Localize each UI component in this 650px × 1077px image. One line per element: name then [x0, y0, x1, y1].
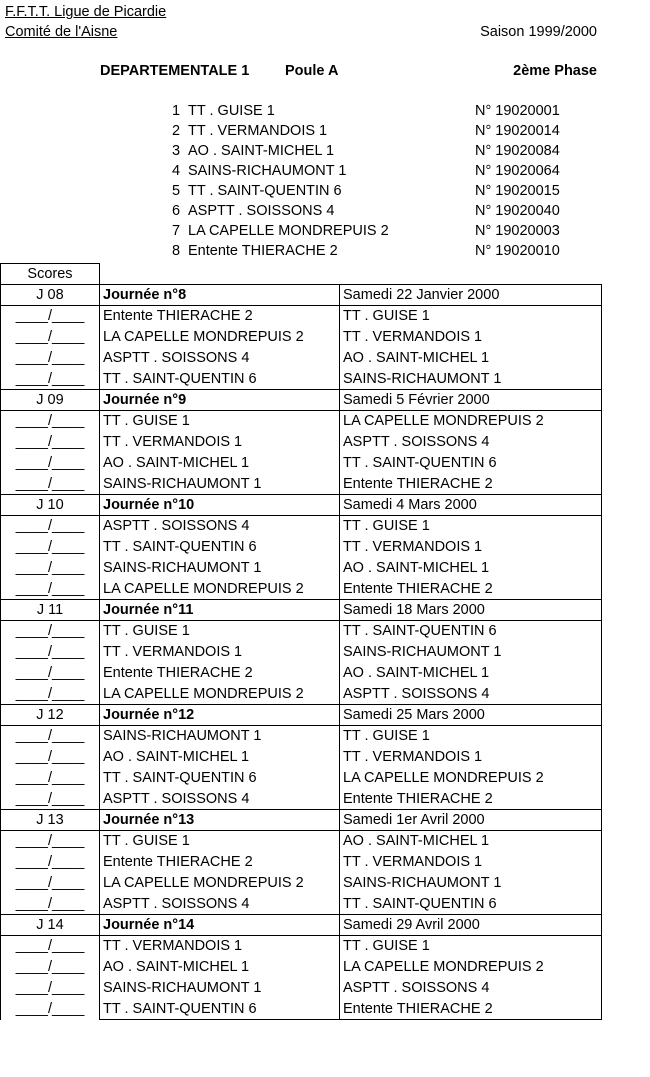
round-header-row	[1, 390, 602, 411]
round-code: J 10	[1, 495, 100, 516]
team-id: N° 19020040	[475, 203, 560, 219]
team-num: 6	[172, 203, 181, 219]
team-num: 3	[172, 143, 181, 159]
team-row	[172, 202, 612, 222]
home-team: TT . VERMANDOIS 1	[100, 642, 340, 663]
home-team: LA CAPELLE MONDREPUIS 2	[100, 873, 340, 894]
team-name: TT . GUISE 1	[188, 103, 275, 119]
match-row	[1, 432, 602, 453]
round-title: Journée n°13	[100, 810, 340, 831]
away-team: ASPTT . SOISSONS 4	[340, 978, 602, 999]
team-id: N° 19020003	[475, 223, 560, 239]
match-row	[1, 348, 602, 369]
home-team: AO . SAINT-MICHEL 1	[100, 453, 340, 474]
home-team: ASPTT . SOISSONS 4	[100, 348, 340, 369]
round-date: Samedi 1er Avril 2000	[340, 810, 602, 831]
home-team: TT . SAINT-QUENTIN 6	[100, 369, 340, 390]
round-header-row	[1, 810, 602, 831]
team-name: LA CAPELLE MONDREPUIS 2	[188, 223, 389, 239]
away-team: TT . SAINT-QUENTIN 6	[340, 621, 602, 642]
match-row	[1, 789, 602, 810]
away-team: TT . GUISE 1	[340, 516, 602, 537]
team-row	[172, 162, 612, 182]
round-title: Journée n°8	[100, 285, 340, 306]
away-team: LA CAPELLE MONDREPUIS 2	[340, 768, 602, 789]
round-title: Journée n°10	[100, 495, 340, 516]
home-team: AO . SAINT-MICHEL 1	[100, 957, 340, 978]
round-date: Samedi 4 Mars 2000	[340, 495, 602, 516]
home-team: SAINS-RICHAUMONT 1	[100, 474, 340, 495]
score-field[interactable]: ____/____	[1, 369, 100, 390]
score-field[interactable]: ____/____	[1, 432, 100, 453]
team-id: N° 19020084	[475, 143, 560, 159]
match-row	[1, 684, 602, 705]
home-team: TT . VERMANDOIS 1	[100, 936, 340, 957]
match-row	[1, 768, 602, 789]
score-field[interactable]: ____/____	[1, 894, 100, 915]
team-num: 4	[172, 163, 181, 179]
score-field[interactable]: ____/____	[1, 999, 100, 1020]
away-team: Entente THIERACHE 2	[340, 999, 602, 1020]
score-field[interactable]: ____/____	[1, 852, 100, 873]
team-id: N° 19020014	[475, 123, 560, 139]
team-name: AO . SAINT-MICHEL 1	[188, 143, 335, 159]
home-team: Entente THIERACHE 2	[100, 663, 340, 684]
match-row	[1, 306, 602, 327]
team-name: ASPTT . SOISSONS 4	[188, 203, 335, 219]
away-team: SAINS-RICHAUMONT 1	[340, 873, 602, 894]
score-field[interactable]: ____/____	[1, 537, 100, 558]
round-code: J 12	[1, 705, 100, 726]
away-team: TT . VERMANDOIS 1	[340, 327, 602, 348]
match-row	[1, 999, 602, 1020]
team-name: SAINS-RICHAUMONT 1	[188, 163, 347, 179]
away-team: SAINS-RICHAUMONT 1	[340, 369, 602, 390]
away-team: ASPTT . SOISSONS 4	[340, 684, 602, 705]
away-team: AO . SAINT-MICHEL 1	[340, 831, 602, 852]
away-team: TT . GUISE 1	[340, 306, 602, 327]
away-team: Entente THIERACHE 2	[340, 789, 602, 810]
away-team: TT . GUISE 1	[340, 726, 602, 747]
score-field[interactable]: ____/____	[1, 789, 100, 810]
score-field[interactable]: ____/____	[1, 642, 100, 663]
match-row	[1, 369, 602, 390]
team-name: Entente THIERACHE 2	[188, 243, 338, 259]
round-code: J 08	[1, 285, 100, 306]
round-header-row	[1, 705, 602, 726]
match-row	[1, 474, 602, 495]
score-field[interactable]: ____/____	[1, 474, 100, 495]
match-row	[1, 663, 602, 684]
away-team: LA CAPELLE MONDREPUIS 2	[340, 411, 602, 432]
phase-title: 2ème Phase	[513, 63, 597, 79]
home-team: Entente THIERACHE 2	[100, 852, 340, 873]
team-num: 1	[172, 103, 181, 119]
round-date: Samedi 25 Mars 2000	[340, 705, 602, 726]
team-id: N° 19020010	[475, 243, 560, 259]
score-field[interactable]: ____/____	[1, 747, 100, 768]
team-num: 7	[172, 223, 181, 239]
match-row	[1, 537, 602, 558]
away-team: TT . SAINT-QUENTIN 6	[340, 453, 602, 474]
home-team: SAINS-RICHAUMONT 1	[100, 726, 340, 747]
match-row	[1, 852, 602, 873]
home-team: LA CAPELLE MONDREPUIS 2	[100, 684, 340, 705]
match-row	[1, 936, 602, 957]
home-team: TT . GUISE 1	[100, 621, 340, 642]
away-team: LA CAPELLE MONDREPUIS 2	[340, 957, 602, 978]
match-row	[1, 747, 602, 768]
round-header-row	[1, 915, 602, 936]
org-name: F.F.T.T. Ligue de Picardie	[5, 4, 167, 20]
away-team: TT . VERMANDOIS 1	[340, 537, 602, 558]
round-date: Samedi 22 Janvier 2000	[340, 285, 602, 306]
team-id: N° 19020064	[475, 163, 560, 179]
match-row	[1, 831, 602, 852]
score-field[interactable]: ____/____	[1, 579, 100, 600]
home-team: SAINS-RICHAUMONT 1	[100, 978, 340, 999]
team-row	[172, 122, 612, 142]
away-team: TT . VERMANDOIS 1	[340, 747, 602, 768]
home-team: AO . SAINT-MICHEL 1	[100, 747, 340, 768]
round-title: Journée n°14	[100, 915, 340, 936]
home-team: TT . SAINT-QUENTIN 6	[100, 537, 340, 558]
round-code: J 11	[1, 600, 100, 621]
round-header-row	[1, 600, 602, 621]
score-field[interactable]: ____/____	[1, 411, 100, 432]
round-code: J 14	[1, 915, 100, 936]
home-team: SAINS-RICHAUMONT 1	[100, 558, 340, 579]
home-team: TT . SAINT-QUENTIN 6	[100, 768, 340, 789]
score-field[interactable]: ____/____	[1, 558, 100, 579]
team-row	[172, 142, 612, 162]
match-row	[1, 621, 602, 642]
home-team: ASPTT . SOISSONS 4	[100, 894, 340, 915]
home-team: LA CAPELLE MONDREPUIS 2	[100, 579, 340, 600]
away-team: AO . SAINT-MICHEL 1	[340, 348, 602, 369]
away-team: Entente THIERACHE 2	[340, 474, 602, 495]
team-row	[172, 222, 612, 242]
round-date: Samedi 5 Février 2000	[340, 390, 602, 411]
match-row	[1, 411, 602, 432]
match-row	[1, 579, 602, 600]
score-field[interactable]: ____/____	[1, 957, 100, 978]
home-team: Entente THIERACHE 2	[100, 306, 340, 327]
team-id: N° 19020001	[475, 103, 560, 119]
match-row	[1, 516, 602, 537]
home-team: TT . GUISE 1	[100, 831, 340, 852]
round-header-row	[1, 285, 602, 306]
team-row	[172, 182, 612, 202]
team-num: 8	[172, 243, 181, 259]
committee-name: Comité de l'Aisne	[5, 24, 118, 40]
match-row	[1, 642, 602, 663]
score-field[interactable]: ____/____	[1, 684, 100, 705]
home-team: TT . VERMANDOIS 1	[100, 432, 340, 453]
match-row	[1, 957, 602, 978]
score-field[interactable]: ____/____	[1, 306, 100, 327]
round-title: Journée n°12	[100, 705, 340, 726]
match-row	[1, 873, 602, 894]
team-num: 2	[172, 123, 181, 139]
away-team: AO . SAINT-MICHEL 1	[340, 663, 602, 684]
score-field[interactable]: ____/____	[1, 453, 100, 474]
team-name: TT . SAINT-QUENTIN 6	[188, 183, 342, 199]
score-field[interactable]: ____/____	[1, 663, 100, 684]
pool-title: Poule A	[285, 63, 339, 79]
score-field[interactable]: ____/____	[1, 831, 100, 852]
round-title: Journée n°9	[100, 390, 340, 411]
score-field[interactable]: ____/____	[1, 873, 100, 894]
away-team: Entente THIERACHE 2	[340, 579, 602, 600]
away-team: AO . SAINT-MICHEL 1	[340, 558, 602, 579]
round-code: J 09	[1, 390, 100, 411]
score-field[interactable]: ____/____	[1, 726, 100, 747]
team-row	[172, 102, 612, 122]
away-team: TT . GUISE 1	[340, 936, 602, 957]
away-team: TT . SAINT-QUENTIN 6	[340, 894, 602, 915]
away-team: TT . VERMANDOIS 1	[340, 852, 602, 873]
team-name: TT . VERMANDOIS 1	[188, 123, 328, 139]
match-row	[1, 726, 602, 747]
home-team: ASPTT . SOISSONS 4	[100, 789, 340, 810]
match-row	[1, 327, 602, 348]
team-id: N° 19020015	[475, 183, 560, 199]
division-title: DEPARTEMENTALE 1	[100, 63, 250, 79]
away-team: ASPTT . SOISSONS 4	[340, 432, 602, 453]
home-team: TT . SAINT-QUENTIN 6	[100, 999, 340, 1020]
team-num: 5	[172, 183, 181, 199]
score-field[interactable]: ____/____	[1, 516, 100, 537]
home-team: ASPTT . SOISSONS 4	[100, 516, 340, 537]
schedule-table	[0, 284, 602, 1020]
away-team: SAINS-RICHAUMONT 1	[340, 642, 602, 663]
match-row	[1, 558, 602, 579]
score-field[interactable]: ____/____	[1, 621, 100, 642]
scores-header: Scores	[0, 263, 100, 284]
score-field[interactable]: ____/____	[1, 768, 100, 789]
match-row	[1, 453, 602, 474]
round-header-row	[1, 495, 602, 516]
score-field[interactable]: ____/____	[1, 936, 100, 957]
team-row	[172, 242, 612, 262]
round-date: Samedi 18 Mars 2000	[340, 600, 602, 621]
round-code: J 13	[1, 810, 100, 831]
team-list	[172, 102, 612, 262]
round-date: Samedi 29 Avril 2000	[340, 915, 602, 936]
match-row	[1, 978, 602, 999]
score-field[interactable]: ____/____	[1, 978, 100, 999]
score-field[interactable]: ____/____	[1, 348, 100, 369]
season-label: Saison 1999/2000	[480, 24, 597, 40]
match-row	[1, 894, 602, 915]
home-team: LA CAPELLE MONDREPUIS 2	[100, 327, 340, 348]
home-team: TT . GUISE 1	[100, 411, 340, 432]
score-field[interactable]: ____/____	[1, 327, 100, 348]
round-title: Journée n°11	[100, 600, 340, 621]
